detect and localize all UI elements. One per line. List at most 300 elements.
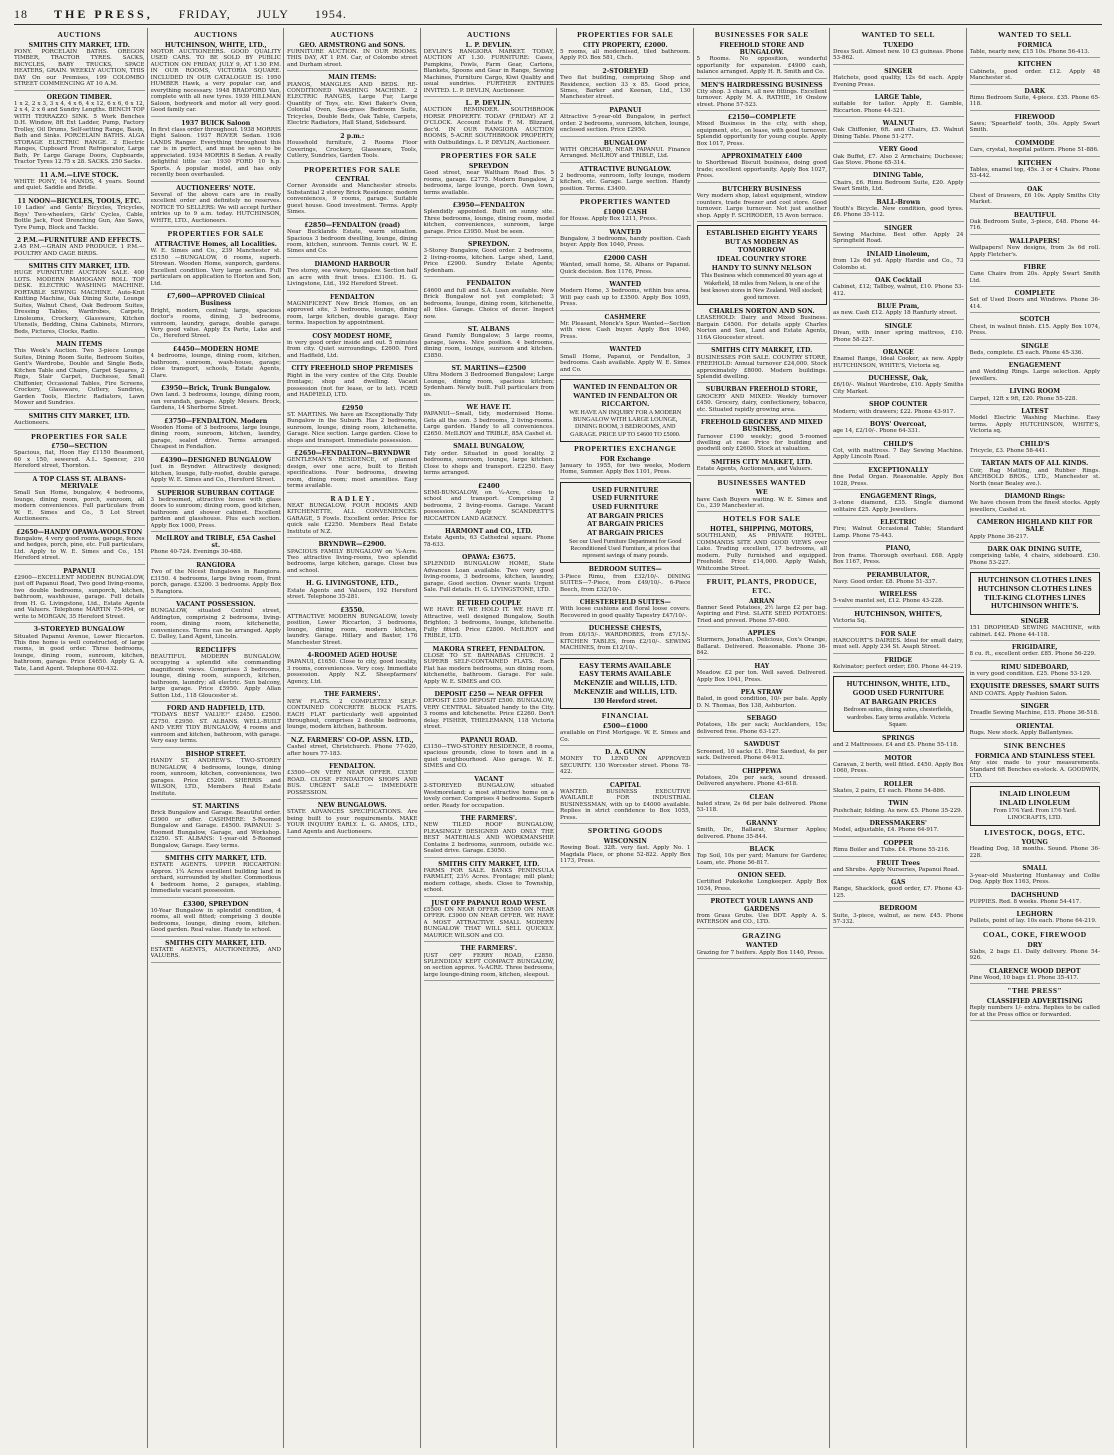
ad-body: Estate Agents, 63 Cathedral square. Phone 78-633.	[423, 535, 554, 548]
masthead-day: FRIDAY,	[178, 6, 231, 21]
section-heading: PROPERTIES FOR SALE	[577, 30, 674, 39]
ad-title: PERAMBULATOR,	[866, 571, 930, 579]
classified-ad	[833, 591, 964, 608]
classified-ad	[424, 737, 555, 773]
ad-title: 11 A.M.—LIVE STOCK.	[39, 171, 119, 179]
classified-ad	[970, 644, 1101, 661]
display-ad-line: ESTABLISHED EIGHTY YEARS	[706, 228, 818, 238]
classified-ad	[424, 202, 555, 238]
classified-ad	[970, 942, 1101, 965]
classified-ad	[833, 94, 964, 117]
ad-title: SINGER	[1020, 617, 1049, 625]
ad-body: Estate Agents, Auctioneers, and Valuers.	[696, 466, 813, 473]
classified-ad	[970, 114, 1101, 137]
ad-title: AUCTIONEERS' NOTE.	[176, 184, 256, 192]
ad-title: FENDALTON	[466, 280, 511, 288]
classified-ad	[151, 457, 282, 487]
classified-ad	[424, 42, 555, 98]
display-ad-text: See our Used Furniture Department for Good Reconditioned Used Furniture, at prices that represent savings of many pounds.	[569, 537, 682, 560]
classified-ad	[833, 800, 964, 817]
ad-title: GEO. ARMSTRONG and SONS.	[299, 41, 406, 49]
ad-title: DINING Table,	[872, 172, 924, 180]
classified-ad	[424, 815, 555, 858]
ad-title: £3750—FENDALTON. Modern	[164, 417, 268, 425]
ad-title: SINGER	[1020, 703, 1049, 711]
ad-title: H. G. LIVINGSTONE, LTD.,	[306, 580, 399, 588]
classified-ad	[424, 443, 555, 479]
classified-ad	[970, 703, 1101, 720]
column-5	[560, 28, 694, 1448]
ad-title: HOTEL, SHIPPING, MOTORS,	[710, 526, 814, 534]
ad-title: DUCHESSE CHESTS,	[588, 625, 662, 633]
section-heading: GRAZING	[742, 930, 782, 940]
ad-title: ENGAGEMENT	[1008, 362, 1061, 370]
ad-body: ESTATE AGENTS. UPPER RICCARTON: Approx. 1¼ Acres excellent building land in orchard, surrounded by shelter. Commodious 4 bedroom home, 2 garages, stabling. Immediate vacant possession.	[150, 862, 281, 895]
ad-body: suitable for tailor. Apply E. Gamble, Riccarton. Phone 44-321.	[833, 101, 964, 114]
ad-body: Model, adjustable, £4. Phone 64-917.	[833, 827, 939, 834]
ad-title: 4-ROOMED AGED HOUSE	[307, 652, 398, 660]
ad-body: in very good order inside and out. 5 minutes from city. Quiet surroundings. £2600. Ford and Hadfield, Ltd.	[287, 339, 418, 359]
display-ad-line: AT BARGAIN PRICES	[587, 528, 664, 538]
ad-title: WANTED	[609, 346, 642, 354]
ad-title: SPREYDON	[468, 163, 509, 171]
display-ad-line: WANTED IN FENDALTON OR	[573, 390, 678, 400]
ad-title: PROTECT YOUR LAWNS AND GARDENS	[710, 898, 814, 913]
ad-title: COSY MODEST HOME,	[312, 332, 393, 340]
ad-body: Splendidly appointed. Built on sunny site. Three bedrooms, lounge, dining room, model kitchen, conveniences, sunroom, large garage. Price £3950. Must be seen.	[423, 209, 554, 235]
ad-title: YOUNG	[1021, 839, 1048, 847]
ad-body: 3-Storey Bungalow, Good order. 2 bedrooms, 2 living-rooms, kitchen. Large shed, Land, Price £2900. Sundry Estate Agents; Sydenham.	[423, 248, 554, 274]
classified-ad	[697, 114, 828, 150]
ad-body: Set of Used Doors and Windows. Phone 36-414.	[969, 297, 1100, 310]
section-heading: PROPERTIES FOR SALE	[440, 151, 537, 161]
classified-ad	[14, 443, 145, 473]
ad-title: CHARLES NORTON AND SON.	[708, 308, 815, 316]
classified-ad	[697, 459, 828, 476]
ad-body: and 2 Mattresses. £4 and £5. Phone 55-118.	[833, 742, 959, 749]
classified-ad	[14, 172, 145, 195]
ad-title: RIMU SIDEBOARD,	[1000, 663, 1069, 671]
ad-title: ONION SEED.	[737, 872, 786, 880]
display-ad-line: INLAID LINOLEUM	[999, 797, 1071, 807]
classified-ad	[287, 496, 418, 539]
classified-ad	[833, 631, 964, 654]
ad-body: SEMI-BUNGALOW, on ¼-Acre, close to school and transport. Comprising 2 bedrooms, 2 living-rooms. Garage. Vacant possession. Apply SCANDRETT'S RICCARTON LAND AGENCY.	[423, 489, 554, 522]
classified-ad	[560, 140, 691, 163]
ad-title: WANTED	[745, 942, 778, 950]
ad-body: NEAT BUNGALOW, FOUR ROOMS AND KITCHENETTE, ALL CONVENIENCES. GARAGE, 5 Fowls. Excellent order. Price for quick sale £2250. Members Real Estate Institute of N.Z.	[287, 502, 418, 535]
classified-ad	[151, 751, 282, 800]
ad-body: Range, Shacklock, good order, £7. Phone 43-125.	[833, 886, 964, 899]
ad-title: JUST OFF PAPANUI ROAD WEST.	[431, 899, 547, 907]
ad-body: Cane Chairs from 20s. Apply Swart Smith Ltd.	[969, 271, 1100, 284]
ad-title: £1000 CASH	[603, 209, 648, 217]
classified-ad	[970, 186, 1101, 209]
display-ad-line: McKENZIE and WILLIS, LTD.	[573, 678, 677, 688]
display-ad-line: BUT AS MODERN AS TOMORROW	[725, 236, 799, 255]
ad-title: SUPERIOR SUBURBAN COTTAGE	[157, 489, 275, 497]
ad-body: FURNITURE AUCTION. IN OUR ROOMS. THIS DAY, AT 1 P.M. Car, of Colombo street and Durham street.	[287, 48, 418, 68]
classified-ad	[970, 968, 1101, 985]
ad-body: GROCERY AND MIXED: Weekly turnover £450. Grocery, dairy, confectionery, tobacco, etc. Situated rapidly growing area.	[696, 393, 827, 413]
ad-title: BEAUTIFUL	[1013, 211, 1056, 219]
ad-title: KITCHEN	[1017, 159, 1052, 167]
classified-ad	[560, 314, 691, 344]
display-ad-line: AT BARGAIN PRICES	[587, 510, 664, 520]
ad-title: BISHOP STREET.	[185, 750, 246, 758]
section-heading: FINANCIAL	[601, 711, 649, 721]
ad-title: N.Z. FARMERS' CO-OP. ASSN. LTD.,	[290, 736, 414, 744]
ad-body: Screened, 10 sacks £1. Pine Sawdust, 4s per sack. Delivered. Phone 64-912.	[696, 748, 827, 762]
ad-body: Carpet, 12ft x 9ft, £20. Phone 55-228.	[969, 395, 1078, 402]
classified-ad	[970, 839, 1101, 862]
classified-ad	[697, 42, 828, 79]
classified-ad	[560, 838, 691, 868]
ad-title: WALLPAPERS!	[1009, 237, 1061, 245]
ad-body: Just in Bryndwr. Attractively designed; kitchen, lounge, fully-roofed, double garage. Apply W. E. Simes and Co., Hereford Street.	[150, 464, 281, 484]
section-heading: PROPERTIES FOR SALE	[304, 164, 401, 174]
ad-title: PAPANUI	[63, 567, 96, 575]
ad-title: FOR SALE	[880, 630, 916, 638]
ad-body: Small Home, Papanui, or Fendalton, 3 bedrooms. Cash available. Apply W. E. Simes and Co.	[560, 353, 691, 373]
ad-body: Any size made to your measurements. Standard 6ft Benches ex-stock. A. GOODWIN, LTD.	[969, 760, 1100, 780]
ad-title: £500—£1000	[602, 722, 648, 730]
ad-title: L. P. DEVLIN.	[465, 41, 512, 49]
boxed-display-ad	[560, 482, 691, 564]
classified-ad	[833, 860, 964, 877]
ad-body: fine Pedal Organ. Reasonable. Apply Box 1028, Press.	[833, 474, 964, 487]
ad-body: Chest, in walnut finish. £15. Apply Box 1074, Press.	[969, 323, 1100, 337]
ad-body: Wanted, small home, St. Albans or Papanui. Quick decision. Box 1176, Press.	[560, 262, 691, 275]
classified-ad	[970, 618, 1101, 641]
ad-body: Model Electric Washing Machine. Easy terms. Apply HUTCHINSON, WHITE'S, Victoria sq.	[969, 415, 1100, 435]
classified-ad	[14, 413, 145, 430]
display-ad-line: USED FURNITURE	[592, 484, 659, 494]
classified-ad	[560, 566, 691, 596]
classified-ad	[833, 905, 964, 928]
display-ad-line: HUTCHINSON WHITE'S.	[991, 601, 1079, 611]
ad-body: In first class order throughout. 1938 MORRIS Eight Saloon. 1937 ROVER Sedan. 1936 LANDS Ranger. Everything throughout this car is in perfect, and must be seen to be appreciated. 1934 MORRIS 8 Sedan. A really delightful little car. 1930 FORD 10 h.p. Sports. A popular model, and has only recently been overhauled.	[150, 126, 281, 179]
section-heading: HOTELS FOR SALE	[722, 514, 801, 524]
ad-title: £2400	[477, 482, 500, 490]
section-heading: PROPERTIES FOR SALE	[31, 431, 128, 441]
ad-body: Wallpapers! New designs, from 3s 6d roll. Apply Fletcher's.	[969, 245, 1100, 258]
display-ad-text: This Business which commenced 80 years ago at Wakefield, 18 miles from Nelson, is one of the best known stores in New Zealand. Well stocked; good turnover.	[700, 272, 823, 302]
classified-ad	[151, 647, 282, 703]
ad-body: Navy. Good order. £8. Phone 51-337.	[833, 578, 938, 585]
classified-ad	[287, 405, 418, 448]
section-heading: "THE PRESS"	[1007, 986, 1063, 996]
ad-title: VACANT	[474, 775, 504, 783]
ad-title: SINGER	[884, 224, 913, 232]
boxed-display-ad	[560, 379, 691, 442]
ad-title: CLEAN	[749, 793, 774, 801]
ad-body: Auctioneers.	[14, 420, 50, 427]
classified-ad	[424, 404, 555, 440]
ad-title: VERY Good	[878, 146, 918, 154]
classified-ad	[970, 88, 1101, 111]
ad-title: CLASSIFIED ADVERTISING	[986, 998, 1083, 1006]
ad-body: Sturmers, Jonathan, Delicious, Cox's Orange, Ballarat. Delivered. Reasonable. Phone 36-842.	[696, 637, 827, 657]
masthead-year: 1954.	[314, 6, 347, 21]
ad-body: Pullets, point of lay. 10s each. Phone 64-219.	[969, 918, 1097, 925]
section-heading: PROPERTIES FOR SALE	[167, 229, 264, 239]
ad-body: Baled, in good condition, 10/- per bale. Apply D. N. Thomas, Box 138, Ashburton.	[696, 696, 827, 709]
paper-title: THE PRESS,	[54, 6, 153, 21]
classified-ad	[697, 347, 828, 383]
ad-title: HAY	[754, 662, 770, 670]
ad-body: HUGE FURNITURE AUCTION SALE. 400 LOTS. MODERN MAHOGANY ROLL TOP DESK. ELECTRIC WASHING MACHINE. PORTABLE SEWING MACHINE. Auto-Knit Knitting Machine, Oak Dining Suite, Lounge Suites, Walnut Chest, Oak Bedroom Suites, Dressing Tables, Wardrobes, Carpets, Linoleums, Crockery, Glassware, Kitchen Utensils, Bedding, China Cabinets, Mirrors, Beds, Pictures, Clocks, Radio.	[14, 270, 145, 335]
ad-body: Grazing for 7 heifers. Apply Box 1140, Press.	[696, 949, 825, 956]
ad-title: £3950—FENDALTON	[452, 202, 525, 210]
ad-title: DUCHESSE, Oak,	[868, 375, 929, 383]
ad-body: Dress Suit. Almost new. 10 £3 guineas. Phone 53-862.	[833, 48, 964, 62]
ad-body: Rugs. New stock. Apply Ballantynes.	[969, 730, 1074, 736]
boxed-display-ad	[970, 786, 1101, 826]
classified-ad	[970, 546, 1101, 569]
ad-body: Modern; with drawers; £22. Phone 43-917.	[833, 408, 956, 415]
classified-ad	[697, 794, 828, 817]
classified-ad	[970, 316, 1101, 339]
ad-body: 3-stone diamond, £35. Single diamond solitaire £25. Apply Jewellers.	[833, 500, 964, 513]
ad-title: £2950	[341, 404, 364, 412]
ad-body: Divan, with inner spring mattress, £10. Phone 58-227.	[833, 330, 964, 343]
classified-ad	[287, 580, 418, 603]
ad-title: RANGIORA	[196, 561, 236, 569]
ad-title: FRUIT Trees	[876, 859, 920, 867]
classified-ad	[151, 346, 282, 382]
ad-title: BEDROOM SUITES—	[588, 566, 662, 574]
ad-body: Treadle Sewing Machine, £15. Phone 36-518.	[969, 710, 1099, 717]
classified-ad	[970, 290, 1101, 313]
boxed-display-ad	[833, 676, 964, 732]
ad-body: Banner Seed Potatoes, 2½ large £2 per bag. Aspiring and First. SLATE SEED POTATOES: Tried and proved. Phone 57-600.	[696, 604, 827, 624]
masthead	[14, 4, 1102, 25]
ad-title: £2650—HANDY OPAWA-WOOLSTON	[16, 528, 143, 536]
ad-body: 8 cu. ft., excellent order. £85. Phone 56-229.	[969, 651, 1096, 658]
ad-body: Skates, 2 pairs, £1 each. Phone 54-886.	[833, 788, 946, 794]
section-heading: AUCTIONS	[193, 30, 238, 39]
section-heading: SINK BENCHES	[1003, 741, 1066, 751]
display-ad-line: HUTCHINSON CLOTHES LINES	[977, 575, 1092, 585]
ad-body: Cot, with mattress. 7 Bay Sewing Machine. Apply Lincoln Road.	[833, 447, 964, 461]
ad-title: CAMERON HIGHLAND KILT FOR SALE	[976, 519, 1093, 534]
display-ad-line: GOOD USED FURNITURE	[852, 688, 944, 698]
classified-ad	[560, 723, 691, 746]
ad-title: CHIPPEWA	[742, 767, 782, 775]
ad-title: FORMICA AND STAINLESS STEEL	[975, 753, 1095, 761]
classified-ad	[287, 652, 418, 688]
ad-title: SHOP COUNTER	[869, 401, 928, 409]
ad-title: 1937 BUICK Saloon	[181, 119, 251, 127]
ad-body: This Week's Auction. Two 3-piece Lounge Suites, Dining Room Suite, Bedroom Suites, Gent's Wardrobe, Double and Single Beds, Kitchen Table and Chairs, Carpet Squares, 2 Rugs, Stair Carpet, Duchesse, Small Chiffonier, Occasional Tables, Fire Screens, Crockery, Glassware, Cutlery, Sundries, Garden Tools, Electric Radiators, Lawn Mower and Sundries.	[14, 348, 145, 407]
ad-title: LARGE Table,	[874, 94, 922, 101]
ad-body: BUNGALOW, situated Central street, Addington, comprising 2 bedrooms, living-room, dining room, kitchenette, conveniences. Terms can be arranged. Apply C. Dalley, Land Agent, Lincoln.	[150, 608, 281, 641]
ad-body: DEPOSIT £350 DEPOSIT £500. BUNGALOW, VERY CENTRAL. Situated handy to the City. 3 rooms and kitchenette. Price £2260. Don't delay. FISHER, THIELEMANN, 118 Victoria street.	[423, 698, 554, 731]
section-heading: BUSINESSES FOR SALE	[714, 30, 809, 39]
classified-ad	[833, 172, 964, 195]
column-2	[151, 28, 285, 1448]
ad-body: Small Sun Home, bungalow, 4 bedrooms, lounge, dining room, porch, sunroom, all modern conveniences. Full particulars from W. E. Simes and Co., 5 Lot Street Auctioneers.	[14, 490, 145, 523]
classified-ad	[697, 768, 828, 791]
ad-body: 5-valve mantel set, £12. Phone 43-228.	[833, 598, 944, 605]
classified-ad	[424, 326, 555, 362]
ad-body: from 12s 6d yd. Apply Hardie and Co., 73 Colombo st.	[833, 258, 964, 271]
classified-ad	[14, 626, 145, 675]
ad-title: SMITHS CITY MARKET, LTD.	[711, 347, 813, 355]
ad-body: Brick Bungalow and Garage. Beautiful order. £3900 or offer. CASHMERE: 5-Roomed Bungalow and Garage. £4500. PAPANUI: 3-Roomed Bungalow, Garage, and Workshop. £3250. ST. ALBANS: 1-year-old 5-Roomed Bungalow, Garage. Easy terms.	[150, 810, 281, 849]
ad-title: £2850—FENDALTON (road)	[304, 221, 401, 229]
classified-ad	[287, 133, 418, 163]
classified-ad	[560, 255, 691, 278]
ad-body: January to 1955, for two weeks, Modern Home, Sumner. Apply Box 1101, Press.	[560, 462, 691, 476]
ad-title: DARK	[1024, 87, 1046, 95]
page-number: 18	[14, 6, 28, 21]
ad-title: HARMONT and CO., LTD.	[444, 528, 533, 536]
ad-title: SAWDUST	[743, 741, 780, 749]
classified-ad	[287, 450, 418, 493]
ad-body: MOTOR AUCTIONEERS. GOOD QUALITY USED CARS. TO BE SOLD BY PUBLIC AUCTION ON FRIDAY, JULY 9, AT 1.30 P.M. IN OUR ROOMS, VICTORIA SQUARE. INCLUDED IN OUR CATALOGUE IS: 1950 HUMBER Hawk, a very popular car, and everything necessary. 1948 BRADFORD Van, complete with all new tyres. 1939 HILLMAN Saloon, bodywork and motor all very good. Good family car.	[150, 48, 281, 114]
ad-title: OAK	[1026, 185, 1043, 193]
ad-body: from £6/15/-. WARDROBES, from £7/15/-. KITCHEN TABLES, from £2/10/-. SEWING MACHINES, from £12/10/-.	[560, 632, 691, 652]
ad-title: SMITHS CITY MARKET, LTD.	[711, 458, 813, 466]
ad-title: COPPER	[883, 839, 913, 847]
ad-title: £2650—FENDALTON—BRYNDWR	[294, 450, 411, 458]
ad-body: Two storey, sea views, bungalow. Section half an acre with fruit trees. £3100. H. G. Livingstone, Ltd., 192 Hereford Street.	[287, 268, 418, 288]
ad-body: Apply Phone 36-217.	[969, 533, 1029, 540]
ad-body: ESTATE AGENTS, AUCTIONEERS, AND VALUERS.	[150, 947, 281, 960]
ad-body: Potatoes, 20s per sack, sound dressed. Delivered anywhere. Phone 43-618.	[696, 774, 827, 788]
classified-ad	[287, 74, 418, 130]
classified-ad	[833, 735, 964, 752]
display-ad-line: WANTED IN FENDALTON OR	[573, 382, 678, 391]
ad-title: WALNUT	[882, 120, 914, 128]
classified-ad	[560, 599, 691, 622]
ad-body: STATE ADVANCES SPECIFICATIONS. Are being built to your requirements. MAKE YOUR INQUIRY EARLY. L. G. AMOS, LTD., Land Agents and Auctioneers.	[287, 809, 418, 835]
ad-body: CLOSE TO ST. BARNABAS CHURCH. 2 SUPERB SELF-CONTAINED FLATS. Each Flat has modern bedrooms, sun dining room, kitchenette, bathroom. Garage. For sale. Apply W. E. SIMES and CO.	[423, 652, 554, 685]
ad-body: Phone 40-724. Evenings 30-488.	[150, 549, 243, 556]
classified-ad	[833, 840, 964, 857]
classified-ad	[833, 493, 964, 516]
ad-body: Caravan, 2 berth, well fitted. £450. Apply Box 1060, Press.	[833, 761, 964, 775]
ad-title: BEDROOM	[879, 905, 918, 913]
classified-ad	[970, 160, 1101, 183]
ad-title: SINGER	[884, 67, 913, 75]
ad-title: ROLLER	[883, 780, 913, 788]
ad-body: Cabinet, £12; Tallboy, walnut, £10. Phone 53-412.	[833, 284, 964, 297]
display-ad-line: EASY TERMS AVAILABLE	[579, 669, 672, 679]
classified-ad	[697, 630, 828, 660]
classified-ad	[833, 68, 964, 91]
display-ad-line: INLAID LINOLEUM	[999, 788, 1071, 798]
classified-ad	[151, 601, 282, 644]
display-ad-text: From 17/6 Yard. From 17/6 Yard. LINOCRAFTS, LTD.	[993, 807, 1077, 822]
classified-ad	[151, 293, 282, 343]
ad-body: 5 Rooms. No opposition, wonderful opportunity for expansion. £4900 cash, balance arranged. Apply H. R. Smith and Co.	[696, 56, 827, 76]
classified-ad	[560, 42, 691, 65]
ad-title: EXQUISITE DRESSES, SMART SUITS	[970, 683, 1100, 691]
column-8	[970, 28, 1103, 1448]
ad-title: MAKORA STREET, FENDALTON.	[432, 645, 545, 653]
classified-ad	[697, 153, 828, 183]
classified-ad	[833, 755, 964, 778]
ad-title: SMITHS CITY MARKET, LTD.	[165, 939, 267, 947]
boxed-display-ad	[697, 225, 828, 305]
ad-body: With loose cushions and floral loose covers. Recovered in good quality Tapestry £47/10/-.	[560, 606, 691, 619]
ad-body: Smith, Dr., Ballarat, Sturmer Apples; delivered. Phone 35-844.	[696, 827, 827, 840]
ad-body: 3-Piece Rimu, from £32/10/-. DINING SUITES—7-Piece, from £49/10/-. 6-Piece Beech, from £32/10/-.	[560, 573, 691, 593]
ad-title: BOYS' Overcoat,	[869, 421, 927, 429]
classified-ad	[970, 388, 1101, 405]
ad-body: to Shortbread Biscuit business, doing good trade; excellent opportunity. Apply Box 1027, Press.	[696, 160, 827, 180]
ad-title: APPROXIMATELY £400	[721, 153, 803, 161]
section-heading: WANTED TO SELL	[861, 30, 935, 39]
ad-body: £5500 ON NEAR OFFER. £5500 ON NEAR OFFER. £3900 ON NEAR OFFER. WE HAVE A MOST ATTRACTIVE SMALL MODERN BUNGALOW THAT WILL SELL QUICKLY. MAURICE WILSON and CO.	[423, 906, 554, 939]
classified-ad	[970, 61, 1101, 84]
classified-ad	[970, 343, 1101, 360]
classified-ad	[560, 68, 691, 104]
classified-ad	[697, 820, 828, 843]
ad-title: BALL-Brown	[876, 198, 921, 206]
ad-body: SOUTHLAND, AS PRIVATE HOTEL. COMMANDS SITE AND GOOD VIEWS over Lake. Trading excellent, 17 bedrooms, all modern. Fully furnished and equipped. Freehold. Price £14,000. Apply Walsh, Whitcombe Street.	[696, 533, 827, 572]
ad-title: DIAMOND Rings:	[1004, 493, 1066, 501]
ad-title: LEGHORN	[1016, 911, 1053, 919]
ad-title: A TOP CLASS ST. ALBANS-MERIVALE	[32, 475, 126, 491]
classified-ad	[424, 528, 555, 551]
ad-title: CHILD'S	[1019, 440, 1050, 448]
classified-ad	[833, 225, 964, 248]
ad-title: LATEST	[1021, 408, 1049, 416]
classified-ad	[970, 362, 1101, 385]
ad-title: THE FARMERS'.	[460, 945, 518, 953]
ad-body: Saws; 'Spearfield' tooth, 30s. Apply Swart Smith.	[969, 120, 1100, 134]
classified-ad	[151, 901, 282, 937]
ad-body: Two of the Nicest Bungalows in Rangiora. £3150. 4 bedrooms, large living room, front porch, garage. £3200. 3 bedrooms. Apply Box 5 Rangiora.	[150, 569, 281, 595]
classified-ad	[833, 251, 964, 274]
classified-ad	[970, 408, 1101, 438]
ad-title: £3550.	[340, 606, 365, 614]
ad-title: DRESSMAKERS'	[869, 820, 927, 828]
classified-ad	[697, 715, 828, 738]
boxed-display-ad	[560, 658, 691, 709]
ad-title: CASHMERE	[604, 313, 646, 321]
classified-ad	[970, 441, 1101, 458]
classified-ad	[151, 705, 282, 748]
ad-title: £2000 CASH	[603, 254, 648, 262]
ad-body: BEAUTIFUL MODERN BUNGALOW, occupying a splendid site commanding magnificent views. Comprises 3 bedrooms, lounge, dining room, sunporch, kitchen, bathroom, laundry; all electric. Sun balcony, large garage. Price £5950. Apply Allan Sutton Ltd., 118 Gloucester st.	[150, 653, 281, 699]
classified-ad	[560, 107, 691, 137]
ad-body: Grand Family Bungalow; 5 large rooms, garage, lawns. Nice position. 4 bedrooms, dining room, lounge, sunroom and kitchen. £3850.	[423, 333, 554, 359]
ad-title: FREEHOLD STORE AND BUNGALOW.	[719, 41, 804, 56]
ad-title: £4450—MODERN HOME	[172, 345, 259, 353]
ad-body: Corner Avonside and Manchester streets. Substantial 2 storey Brick Residence; modern conveniences, 9 rooms, garage. Suitable guest house. Good investment. Terms. Apply Simes.	[287, 183, 418, 216]
classified-ad	[697, 872, 828, 895]
classified-ad	[424, 483, 555, 526]
ad-title: BUTCHERY BUSINESS	[722, 185, 802, 193]
ad-title: MAIN ITEMS	[56, 341, 103, 349]
classified-ad	[970, 911, 1101, 928]
classified-ad	[151, 42, 282, 117]
ad-body: Cars, crystal, hospital pattern. Phone 51-886.	[969, 147, 1099, 154]
section-heading: LIVESTOCK, DOGS, ETC.	[984, 827, 1086, 837]
ad-body: PUPPIES. Red. 8 weeks. Phone 54-417.	[969, 898, 1081, 905]
ad-body: Tables, enamel top, 45s. 3 or 4 Chairs. Phone 53-442.	[969, 166, 1100, 180]
classified-ad	[151, 803, 282, 852]
ad-body: SPLENDID BUNGALOW HOME, State Advances Loan available. Two very good living-rooms, 3 bedrooms, kitchen, laundry, garage. Good section. Owner wants Urgent Sale. Full details. H. G. LIVINGSTONE, LTD.	[423, 561, 554, 594]
ad-body: Heading Dog, 18 months. Sound. Phone 36-228.	[969, 846, 1100, 859]
ad-title: ST. MARTINS—£2500	[451, 365, 527, 373]
ad-body: Certified Pukekohe Longkeeper. Apply Box 1034, Press.	[696, 879, 827, 892]
